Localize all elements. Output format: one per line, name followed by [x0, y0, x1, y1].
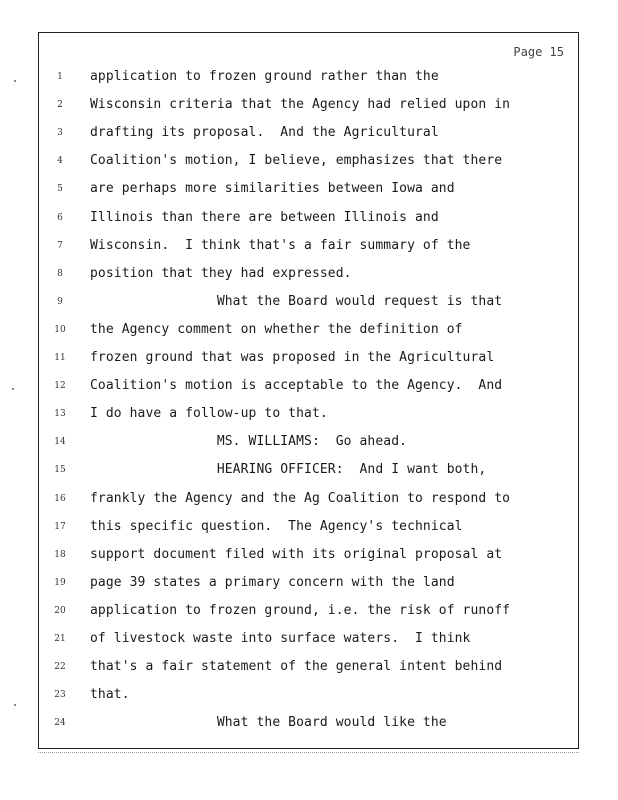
- line-number: 4: [57, 156, 63, 167]
- line-text: Coalition's motion, I believe, emphasizes that there: [90, 153, 503, 169]
- line-number: 8: [57, 268, 63, 279]
- line-number: 20: [54, 605, 66, 616]
- line-number: 6: [57, 212, 63, 223]
- line-text: are perhaps more similarities between Iowa and: [90, 181, 455, 197]
- line-number: 1: [57, 72, 63, 82]
- line-number: 2: [57, 100, 63, 111]
- line-text: application to frozen ground rather than the: [90, 69, 439, 84]
- line-number: 10: [54, 324, 66, 335]
- line-text: Wisconsin criteria that the Agency had relied upon in: [90, 97, 511, 113]
- line-text: that's a fair statement of the general intent behind: [90, 659, 503, 675]
- line-text: drafting its proposal. And the Agricultural: [90, 125, 439, 141]
- transcript-page: [38, 32, 579, 749]
- line-number: 7: [57, 240, 63, 251]
- line-number: 3: [57, 128, 63, 139]
- line-text: What the Board would like the: [90, 715, 447, 731]
- line-number: 15: [54, 465, 66, 476]
- line-text: the Agency comment on whether the definition of: [90, 321, 463, 337]
- line-text: What the Board would request is that: [90, 293, 503, 309]
- line-number: 17: [54, 521, 66, 532]
- scan-speck: [12, 388, 14, 390]
- line-text: of livestock waste into surface waters. I think: [90, 631, 471, 646]
- line-text: frankly the Agency and the Ag Coalition to respond to: [90, 490, 511, 506]
- line-text: MS. WILLIAMS: Go ahead.: [90, 434, 408, 450]
- line-text: support document filed with its original proposal at: [90, 546, 503, 562]
- page-number: Page 15: [513, 45, 564, 59]
- line-text: I do have a follow-up to that.: [90, 406, 328, 422]
- line-number: 24: [54, 718, 66, 729]
- line-text: Coalition's motion is acceptable to the Agency. And: [90, 378, 503, 394]
- line-number: 16: [54, 493, 66, 504]
- line-text: Wisconsin. I think that's a fair summary of the: [90, 237, 471, 253]
- line-number: 9: [57, 296, 63, 307]
- line-number: 11: [54, 353, 66, 363]
- line-text: position that they had expressed.: [90, 265, 352, 281]
- line-text: that.: [90, 687, 130, 703]
- line-text: application to frozen ground, i.e. the risk of runoff: [90, 602, 511, 618]
- line-text: frozen ground that was proposed in the Agricultural: [90, 350, 495, 365]
- line-text: page 39 states a primary concern with the land: [90, 574, 455, 590]
- line-number: 13: [54, 409, 66, 420]
- bottom-border: [38, 752, 579, 753]
- line-number: 22: [54, 662, 66, 673]
- line-number: 18: [54, 549, 66, 560]
- line-number: 19: [54, 577, 66, 588]
- scan-speck: [14, 80, 16, 82]
- line-text: this specific question. The Agency's technical: [90, 518, 463, 534]
- line-number: 23: [54, 690, 66, 701]
- scan-speck: [14, 704, 16, 706]
- line-number: 5: [57, 184, 63, 195]
- line-number: 12: [54, 381, 66, 392]
- line-text: Illinois than there are between Illinois and: [90, 209, 439, 225]
- line-number: 14: [54, 437, 66, 448]
- line-text: HEARING OFFICER: And I want both,: [90, 462, 487, 478]
- line-number: 21: [54, 634, 66, 644]
